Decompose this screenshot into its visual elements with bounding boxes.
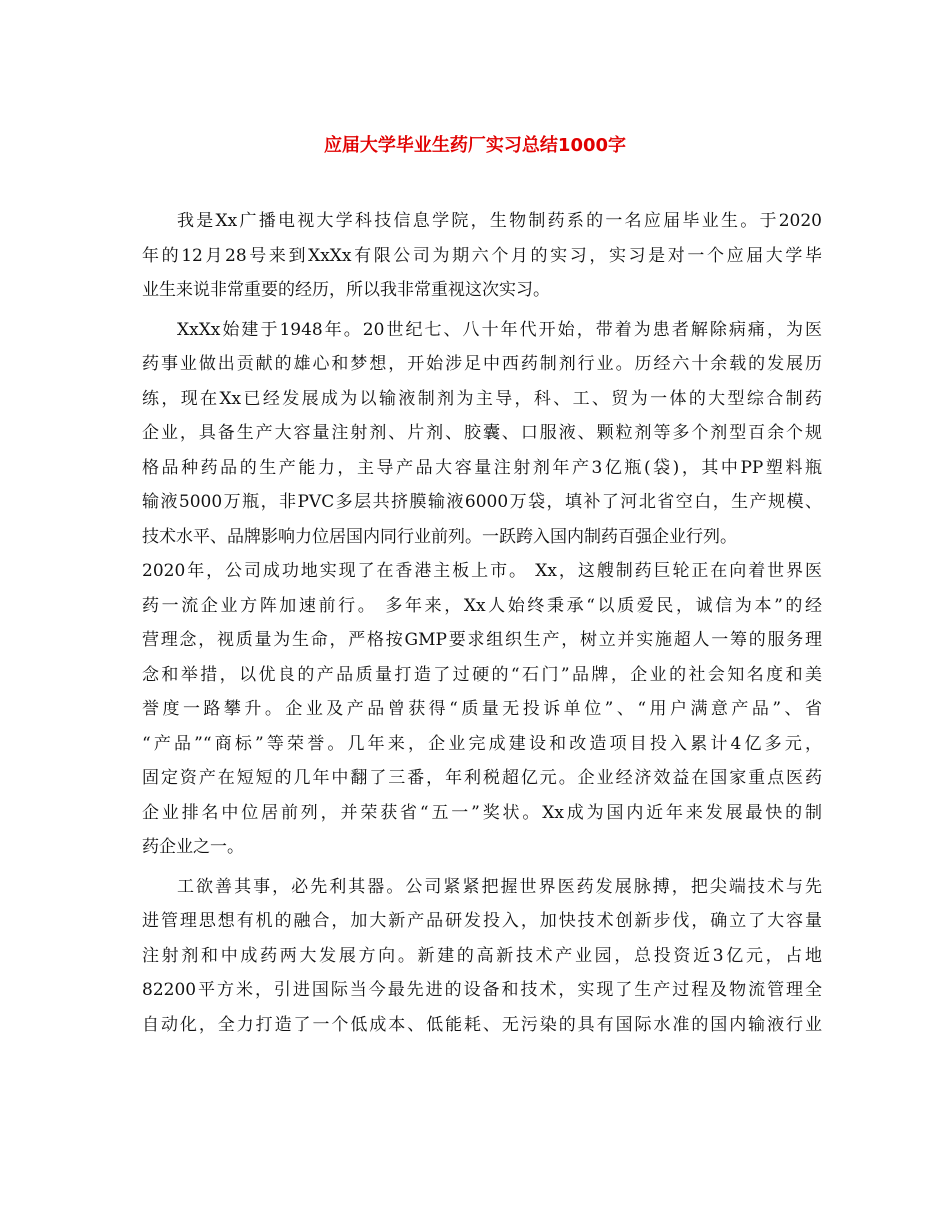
text-line: 82200平方米，引进国际当今最先进的设备和技术，实现了生产过程及物流管理全 bbox=[142, 980, 822, 1000]
paragraph-2 bbox=[142, 313, 822, 865]
text-line: 自动化，全力打造了一个低成本、低能耗、无污染的具有国际水准的国内输液行业 bbox=[142, 1014, 822, 1035]
paragraph-3 bbox=[142, 870, 822, 1043]
paragraph-1 bbox=[142, 204, 822, 308]
text-line: 我是Xx广播电视大学科技信息学院，生物制药系的一名应届毕业生。于2020 bbox=[177, 211, 822, 231]
text-line: 药一流企业方阵加速前行。 多年来，Xx人始终秉承“以质爱民，诚信为本”的经 bbox=[142, 595, 822, 616]
document-body bbox=[142, 204, 822, 1042]
text-line: 工欲善其事，必先利其器。公司紧紧把握世界医药发展脉搏，把尖端技术与先 bbox=[177, 876, 822, 897]
text-line: 业生来说非常重要的经历，所以我非常重视这次实习。 bbox=[142, 280, 550, 300]
text-line: XxXx始建于1948年。20世纪七、八十年代开始，带着为患者解除病痛，为医 bbox=[177, 319, 822, 340]
text-line: 企业，具备生产大容量注射剂、片剂、胶囊、口服液、颗粒剂等多个剂型百余个规 bbox=[142, 423, 822, 443]
text-line: 药企业之一。 bbox=[142, 837, 244, 857]
text-line: 进管理思想有机的融合，加大新产品研发投入，加快技术创新步伐，确立了大容量 bbox=[142, 911, 822, 931]
document-title: 应届大学毕业生药厂实习总结1000字 bbox=[323, 135, 627, 156]
text-line: 营理念，视质量为生命，严格按GMP要求组织生产，树立并实施超人一筹的服务理 bbox=[142, 630, 822, 650]
text-line: 药事业做出贡献的雄心和梦想，开始涉足中西药制剂行业。历经六十余载的发展历 bbox=[142, 354, 822, 374]
text-line: “产品”“商标”等荣誉。几年来，企业完成建设和改造项目投入累计4亿多元， bbox=[142, 733, 822, 754]
text-line: 念和举措，以优良的产品质量打造了过硬的“石门”品牌，企业的社会知名度和美 bbox=[142, 664, 822, 685]
text-line: 技术水平、品牌影响力位居国内同行业前列。一跃跨入国内制药百强企业行列。 bbox=[142, 526, 737, 547]
text-line: 企业排名中位居前列，并荣获省“五一”奖状。Xx成为国内近年来发展最快的制 bbox=[142, 802, 822, 823]
text-line: 2020年，公司成功地实现了在香港主板上市。 Xx，这艘制药巨轮正在向着世界医 bbox=[142, 561, 822, 581]
text-line: 固定资产在短短的几年中翻了三番，年利税超亿元。企业经济效益在国家重点医药 bbox=[142, 768, 822, 788]
text-line: 输液5000万瓶，非PVC多层共挤膜输液6000万袋，填补了河北省空白，生产规模、 bbox=[142, 492, 822, 512]
text-line: 年的12月28号来到XxXx有限公司为期六个月的实习，实习是对一个应届大学毕 bbox=[142, 245, 822, 266]
text-line: 格品种药品的生产能力，主导产品大容量注射剂年产3亿瓶(袋)，其中PP塑料瓶 bbox=[142, 457, 822, 478]
text-line: 注射剂和中成药两大发展方向。新建的高新技术产业园，总投资近3亿元，占地 bbox=[142, 945, 822, 966]
text-line: 誉度一路攀升。企业及产品曾获得“质量无投诉单位”、“用户满意产品”、省 bbox=[142, 699, 822, 719]
text-line: 练，现在Xx已经发展成为以输液制剂为主导，科、工、贸为一体的大型综合制药 bbox=[142, 388, 822, 409]
